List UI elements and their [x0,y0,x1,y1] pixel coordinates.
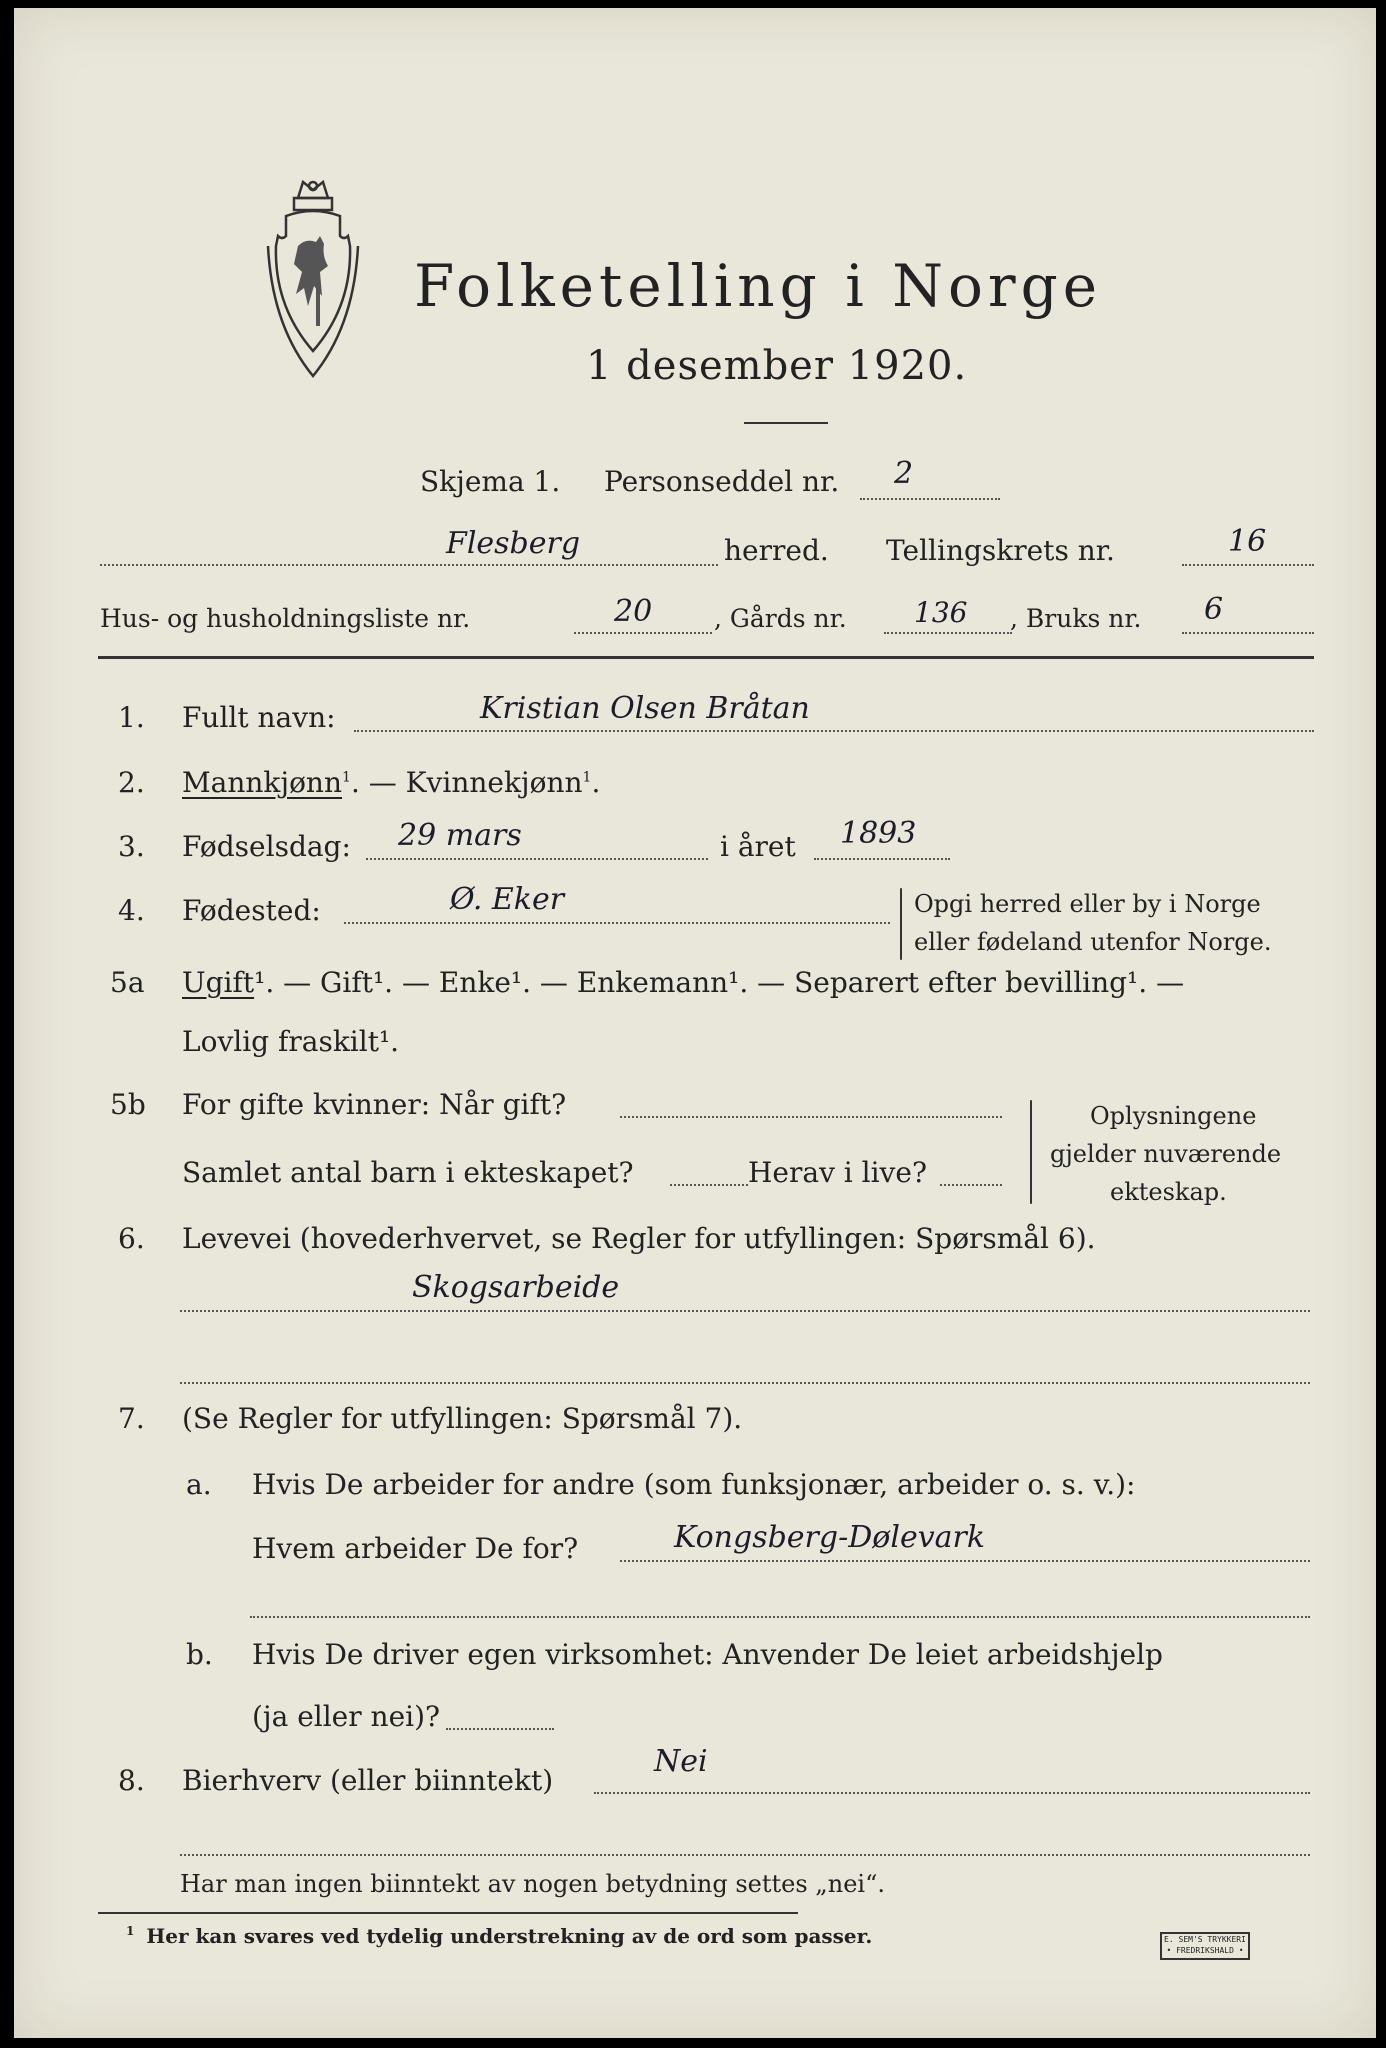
household-list-value[interactable]: 20 [614,594,653,629]
marriage-note-line2: gjelder nuværende [1050,1140,1282,1168]
birth-year-line [814,858,950,860]
sex-separator: . — [350,766,406,799]
bruks-value[interactable]: 6 [1204,592,1224,627]
sex-male-option[interactable]: Mannkjønn [182,766,343,799]
children-total-line [670,1184,748,1186]
employer-label: Hvem arbeider De for? [252,1532,579,1565]
q8-number: 8. [118,1764,145,1797]
birthplace-label: Fødested: [182,894,321,927]
employer-value[interactable]: Kongsberg-Dølevark [674,1520,986,1555]
employer-line2 [250,1616,1310,1618]
employer-line [620,1560,1310,1562]
hired-help-label: (ja eller nei)? [252,1700,441,1733]
married-when-label: For gifte kvinner: Når gift? [182,1088,567,1121]
side-income-line2 [180,1854,1310,1856]
birthday-line [366,858,708,860]
tellingskrets-label: Tellingskrets nr. [886,534,1115,567]
footnote-ref: 1 [342,769,351,786]
children-total-label: Samlet antal barn i ekteskapet? [182,1156,634,1189]
birthday-label: Fødselsdag: [182,830,351,863]
sex-options [182,766,600,799]
q7b-number: b. [186,1638,213,1671]
census-form [14,8,1376,2038]
household-list-line [574,632,712,634]
side-income-line [594,1792,1310,1794]
bruks-label: , Bruks nr. [1010,604,1142,633]
q3-number: 3. [118,830,145,863]
birth-year-label: i året [720,830,796,863]
person-number-value[interactable]: 2 [894,456,914,491]
children-alive-label: Herav i live? [748,1156,927,1189]
marriage-note-line3: ekteskap. [1110,1178,1227,1206]
q7-label: (Se Regler for utfyllingen: Spørsmål 7). [182,1402,743,1435]
person-number-line [860,498,1000,500]
bruks-line [1182,632,1314,634]
marital-status-options [182,966,1184,999]
printer-stamp [1160,1932,1250,1960]
footnote-mark: 1 [126,1924,135,1939]
header-divider [98,656,1314,659]
printer-stamp-line2: • FREDRIKSHALD • [1166,1946,1244,1955]
sex-end: . [591,766,601,799]
schema-label: Skjema 1. [420,465,561,498]
occupation-line2 [180,1382,1310,1384]
gards-value[interactable]: 136 [914,596,968,629]
marital-divorced-option[interactable]: Lovlig fraskilt¹. [182,1025,400,1058]
footnote-divider [98,1912,798,1914]
side-income-label: Bierhverv (eller biinntekt) [182,1764,554,1797]
full-name-label: Fullt navn: [182,701,336,734]
q6-number: 6. [118,1222,145,1255]
person-number-label: Personseddel nr. [604,465,840,498]
household-list-label: Hus- og husholdningsliste nr. [100,604,471,633]
q7a-line1: Hvis De arbeider for andre (som funksjonær, arbeider o. s. v.): [252,1468,1136,1501]
q7b-line1: Hvis De driver egen virksomhet: Anvender De leiet arbeidshjelp [252,1638,1163,1671]
tellingskrets-value[interactable]: 16 [1228,524,1267,559]
occupation-label: Levevei (hovederhvervet, se Regler for utfyllingen: Spørsmål 6). [182,1222,1096,1255]
occupation-line1 [180,1310,1310,1312]
marital-other-options[interactable]: ¹. — Gift¹. — Enke¹. — Enkemann¹. — Separert efter bevilling¹. — [254,966,1185,999]
q2-number: 2. [118,766,145,799]
full-name-line [354,730,1314,732]
q5a-number: 5a [110,966,145,999]
q1-number: 1. [118,701,145,734]
gards-line [884,632,1012,634]
children-alive-line [940,1184,1002,1186]
printer-stamp-line1: E. SEM'S TRYKKERI [1164,1935,1246,1944]
full-name-value[interactable]: Kristian Olsen Bråtan [480,691,810,726]
q4-number: 4. [118,894,145,927]
footnote-text: Her kan svares ved tydelig understrekning av de ord som passer. [146,1924,873,1948]
tellingskrets-line [1182,564,1314,566]
q7a-number: a. [186,1468,212,1501]
birth-year-value[interactable]: 1893 [840,816,917,851]
footnote-ref: 1 [582,769,592,786]
q5b-number: 5b [110,1088,146,1121]
birthplace-value[interactable]: Ø. Eker [450,882,565,917]
birthplace-note-line1: Opgi herred eller by i Norge [914,890,1261,918]
birthplace-line [344,922,890,924]
birthplace-brace [900,888,902,960]
side-income-note: Har man ingen biinntekt av nogen betydning settes „nei“. [180,1870,885,1898]
birthplace-note-line2: eller fødeland utenfor Norge. [914,928,1272,956]
side-income-value[interactable]: Nei [654,1744,708,1779]
sex-female-option[interactable]: Kvinnekjønn [405,766,583,799]
marriage-note-brace [1030,1100,1032,1204]
hired-help-line [446,1728,554,1730]
footnote [126,1924,872,1948]
q7-number: 7. [118,1402,145,1435]
married-when-line [620,1116,1002,1118]
census-date: 1 desember 1920. [586,343,968,389]
marital-unmarried-option[interactable]: Ugift [182,966,255,999]
birthday-value[interactable]: 29 mars [398,818,522,853]
form-title: Folketelling i Norge [414,252,1103,320]
marriage-note-line1: Oplysningene [1090,1102,1257,1130]
title-divider [744,422,828,424]
herred-label: herred. [724,534,829,567]
occupation-value[interactable]: Skogsarbeide [412,1270,620,1305]
herred-value[interactable]: Flesberg [446,526,581,561]
herred-line [100,564,718,566]
coat-of-arms-icon [258,176,368,386]
gards-label: , Gårds nr. [714,604,847,633]
